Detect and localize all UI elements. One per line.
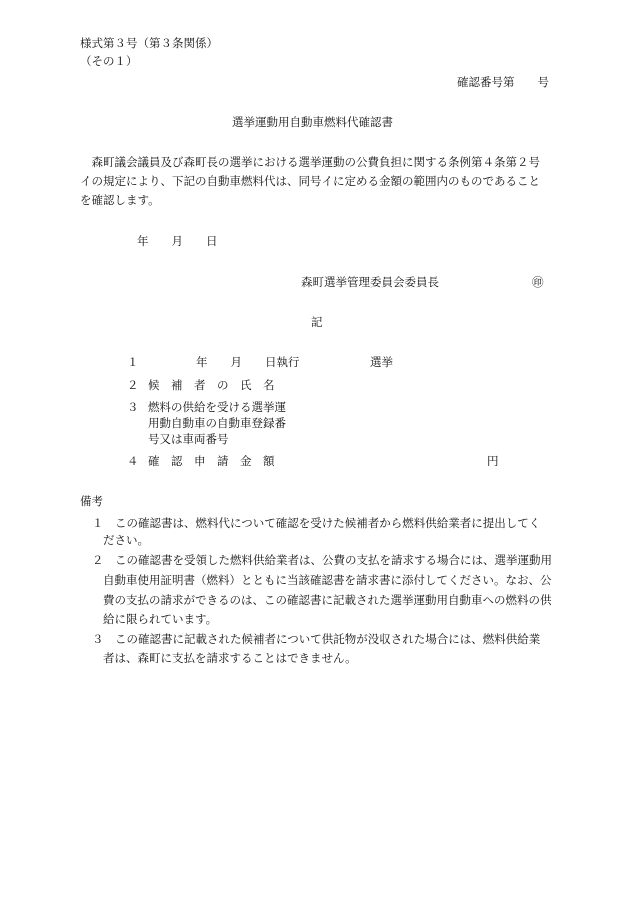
document-title: 選挙運動用自動車燃料代確認書 bbox=[232, 115, 393, 129]
item-election-suffix: 選挙 bbox=[370, 355, 393, 369]
remarks-line: 費の支払の請求ができるのは、この確認書に記載された選挙運動用自動車への燃料の供 bbox=[103, 593, 552, 607]
body-line: イの規定により、下記の自動車燃料代は、同号イに定める金額の範囲内のものであること bbox=[80, 174, 540, 188]
ki-heading: 記 bbox=[311, 315, 323, 329]
item-number: ２ bbox=[127, 378, 139, 392]
form-sub-number: （その１） bbox=[80, 54, 138, 68]
item-vehicle-line: 燃料の供給を受ける選挙運 bbox=[148, 400, 286, 414]
remarks-line: 者は、森町に支払を請求することはできません。 bbox=[103, 651, 357, 665]
date-line: 年 月 日 bbox=[137, 234, 218, 248]
remarks-line: 自動車使用証明書（燃料）とともに当該確認書を請求書に添付してください。なお、公 bbox=[103, 573, 552, 587]
form-number: 様式第３号（第３条関係） bbox=[80, 36, 218, 50]
item-amount: 確 認 申 請 金 額 bbox=[148, 454, 275, 468]
remarks-line: １ この確認書は、燃料代について確認を受けた候補者から燃料供給業者に提出してく bbox=[92, 516, 541, 530]
signatory-title: 森町選挙管理委員会委員長 bbox=[301, 275, 439, 289]
remarks-heading: 備考 bbox=[80, 494, 103, 508]
body-line: 森町議会議員及び森町長の選挙における選挙運動の公費負担に関する条例第４条第２号 bbox=[80, 155, 540, 169]
body-line: を確認します。 bbox=[80, 193, 160, 207]
item-amount-unit: 円 bbox=[487, 454, 499, 468]
item-candidate-name: 候 補 者 の 氏 名 bbox=[148, 378, 275, 392]
item-vehicle-line: 用動自動車の自動車登録番 bbox=[148, 416, 286, 430]
item-election-date: 年 月 日執行 bbox=[196, 355, 300, 369]
item-vehicle-line: 号又は車両番号 bbox=[148, 432, 229, 446]
item-number: ３ bbox=[127, 400, 139, 414]
remarks-line: ださい。 bbox=[103, 533, 149, 547]
confirmation-number: 確認番号第 号 bbox=[457, 75, 549, 89]
remarks-line: ２ この確認書を受領した燃料供給業者は、公費の支払を請求する場合には、選挙運動用 bbox=[92, 553, 552, 567]
seal-mark: ㊞ bbox=[532, 275, 544, 289]
remarks-line: 給に限られています。 bbox=[103, 612, 218, 626]
item-number: ４ bbox=[127, 454, 139, 468]
item-number: １ bbox=[127, 355, 139, 369]
remarks-line: ３ この確認書に記載された候補者について供託物が没収された場合には、燃料供給業 bbox=[92, 632, 541, 646]
